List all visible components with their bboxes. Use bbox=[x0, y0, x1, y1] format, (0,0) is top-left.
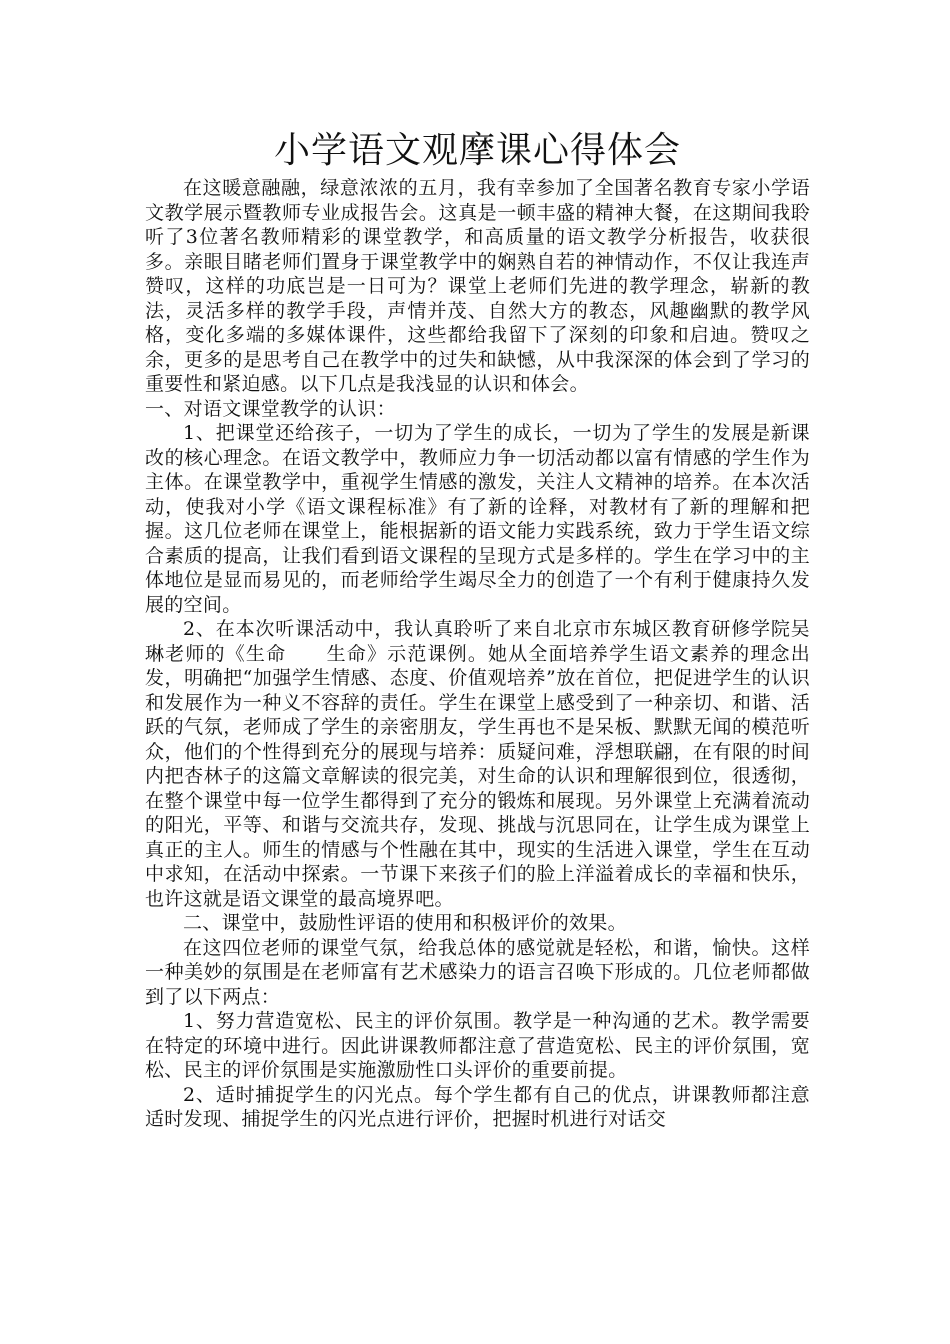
document-title: 小学语文观摩课心得体会 bbox=[273, 130, 681, 171]
document-content bbox=[145, 126, 810, 1132]
section-heading-1: 一、对语文课堂教学的认识： bbox=[145, 397, 396, 420]
section-1-point-1: 1、把课堂还给孩子，一切为了学生的成长，一切为了学生的发展是新课改的核心理念。在语文教学中，教师应力争一切活动都以富有情感的学生作为主体。在课堂教学中，重视学生情感的激发，关注人文精神的培养。在本次活动，使我对小学《语文课程标准》有了新的诠释，对教材有了新的理解和把握。这几位老师在课堂上，能根据新的语文能力实践系统，致力于学生语文综合素质的提高，让我们看到语文课程的呈现方式是多样的。学生在学习中的主体地位是显而易见的，而老师给学生竭尽全力的创造了一个有利于健康持久发展的空间。 bbox=[145, 422, 810, 616]
section-2-point-1: 1、努力营造宽松、民主的评价氛围。教学是一种沟通的艺术。教学需要在特定的环境中进行。因此讲课教师都注意了营造宽松、民主的评价氛围，宽松、民主的评价氛围是实施激励性口头评价的重要前提。 bbox=[145, 1010, 810, 1081]
intro-paragraph: 在这暖意融融，绿意浓浓的五月，我有幸参加了全国著名教育专家小学语文教学展示暨教师专业成报告会。这真是一顿丰盛的精神大餐，在这期间我聆听了3位著名教师精彩的课堂教学，和高质量的语文教学分析报告，收获很多。亲眼目睹老师们置身于课堂教学中的娴熟自若的神情动作，不仅让我连声赞叹，这样的功底岂是一日可为？课堂上老师们先进的教学理念，崭新的教法，灵活多样的教学手段，声情并茂、自然大方的教态，风趣幽默的教学风格，变化多端的多媒体课件，这些都给我留下了深刻的印象和启迪。赞叹之余，更多的是思考自己在教学中的过失和缺憾，从中我深深的体会到了学习的重要性和紧迫感。以下几点是我浅显的认识和体会。 bbox=[145, 177, 810, 395]
section-1-point-2: 2、在本次听课活动中，我认真聆听了来自北京市东城区教育研修学院吴琳老师的《生命 生命》示范课例。她从全面培养学生语文素养的理念出发，明确把“加强学生情感、态度、价值观培养”放在首位，把促进学生的认识和发展作为一种义不容辞的责任。学生在课堂上感受到了一种亲切、和谐、活跃的气氛，老师成了学生的亲密朋友，学生再也不是呆板、默默无闻的模范听众，他们的个性得到充分的展现与培养：质疑问难，浮想联翩，在有限的时间内把杏林子的这篇文章解读的很完美，对生命的认识和理解很到位，很透彻，在整个课堂中每一位学生都得到了充分的锻炼和展现。另外课堂上充满着流动的阳光，平等、和谐与交流共存，发现、挑战与沉思同在，让学生成为课堂上真正的主人。师生的情感与个性融在其中，现实的生活进入课堂，学生在互动中求知，在活动中探索。一节课下来孩子们的脸上洋溢着成长的幸福和快乐，也许这就是语文课堂的最高境界吧。 bbox=[145, 618, 810, 910]
section-heading-2: 二、课堂中，鼓励性评语的使用和积极评价的效果。 bbox=[183, 912, 627, 934]
section-2-point-2: 2、适时捕捉学生的闪光点。每个学生都有自己的优点，讲课教师都注意适时发现、捕捉学生的闪光点进行评价，把握时机进行对话交 bbox=[145, 1083, 810, 1130]
document-body bbox=[145, 176, 810, 1132]
section-2-intro: 在这四位老师的课堂气氛，给我总体的感觉就是轻松，和谐，愉快。这样一种美妙的氛围是在老师富有艺术感染力的语言召唤下形成的。几位老师都做到了以下两点： bbox=[145, 936, 810, 1008]
